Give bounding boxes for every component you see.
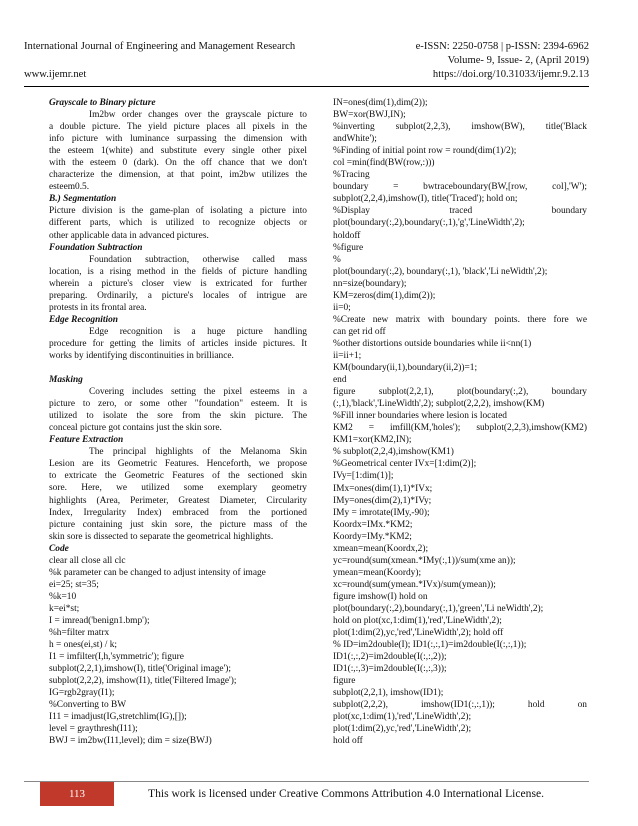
text-line: BW=xor(BWJ,IN); — [333, 110, 406, 121]
header-rule — [24, 86, 589, 87]
text-line: IMy = imrotate(IMy,-90); — [333, 507, 430, 518]
section-heading: Foundation Subtraction — [49, 242, 143, 253]
text-line: % ID=im2double(I); ID1(:,:,1)=im2double(I(:,:,1)); — [333, 640, 527, 651]
text-line: %Geometrical center IVx=[1:dim(2)]; — [333, 459, 477, 470]
text-line: other applicable data in advanced pictures. — [49, 230, 209, 241]
volume-line: Volume- 9, Issue- 2, (April 2019) — [447, 55, 589, 66]
text-line: can get rid off — [333, 326, 386, 337]
text-line: preparing. Ordinarily, a picture's locales of intrigue are — [49, 290, 307, 301]
text-line: picture containing just skin sore, the picture mass of the — [49, 519, 307, 530]
section-heading: Feature Extraction — [49, 435, 124, 446]
page-footer — [24, 782, 589, 806]
text-line: info picture with luminance surpassing the dimension with — [49, 134, 307, 145]
text-line: highlights (Area, Perimeter, Greatest Diameter, Circularity — [49, 495, 307, 506]
text-line: holdoff — [333, 230, 361, 241]
text-line: a double picture. The yield picture places all pixels in the — [49, 122, 307, 133]
text-line: Edge recognition is a huge picture handling — [89, 326, 307, 337]
text-line: subplot(2,2,1),imshow(I), title('Original image'); — [49, 664, 231, 675]
text-line: the esteem 1(white) and substitute every single other pixel — [49, 146, 307, 157]
text-line: andWhite'); — [333, 134, 377, 145]
text-line: subplot(2,2,2), imshow(I1), title('Filtered Image'); — [49, 676, 237, 687]
text-line: xc=round(sum(ymean.*IVx)/sum(ymean)); — [333, 579, 496, 590]
journal-title: International Journal of Engineering and Management Research — [24, 41, 296, 52]
section-heading: Code — [49, 543, 69, 554]
text-line: IVy=[1:dim(1)]; — [333, 471, 394, 482]
text-line: %k=10 — [49, 591, 77, 602]
text-line: ymean=mean(Koordy); — [333, 567, 422, 578]
text-line: xmean=mean(Koordx,2); — [333, 543, 429, 554]
text-line: %Fill inner boundaries where lesion is located — [333, 411, 507, 422]
text-line: ii=0; — [333, 302, 351, 313]
text-line: %Converting to BW — [49, 700, 127, 711]
text-line: %Create new matrix with boundary points. there fore we — [333, 314, 587, 325]
text-line: sore. Here, we utilized some exemplary geometry — [49, 483, 307, 494]
text-line: KM1=xor(KM2,IN); — [333, 435, 412, 446]
issn-line: e-ISSN: 2250-0758 | p-ISSN: 2394-6962 — [415, 41, 589, 52]
page-number-badge: 113 — [40, 782, 114, 806]
text-line: h = ones(ei,st) / k; — [49, 640, 118, 651]
text-line: works by identifying discontinuities in brilliance. — [49, 350, 234, 361]
text-line: I = imread('benign1.bmp'); — [49, 615, 150, 626]
text-line: skin sore is dissected to separate the geometrical highlights. — [49, 531, 274, 542]
text-line: conceal picture got contains just the skin sore. — [49, 423, 222, 434]
text-line: %figure — [333, 242, 364, 253]
text-line: subplot(2,2,2), imshow(ID1(:,:,1)); hold on — [333, 700, 587, 711]
text-line: %inverting subplot(2,2,3), imshow(BW), title('Black — [333, 122, 587, 133]
doi-link[interactable]: https://doi.org/10.31033/ijemr.9.2.13 — [432, 69, 589, 80]
text-line: The principal highlights of the Melanoma Skin — [89, 447, 307, 458]
text-line: %k parameter can be changed to adjust intensity of image — [49, 567, 266, 578]
text-line: hold on plot(xc,1:dim(1),'red','LineWidth',2); — [333, 616, 502, 627]
text-line: KM=zeros(dim(1),dim(2)); — [333, 290, 436, 301]
text-line: %Tracing — [333, 170, 370, 181]
text-line: k=ei*st; — [49, 603, 80, 614]
text-line: plot(boundary(:,2),boundary(:,1),'g','LineWidth',2); — [333, 218, 525, 229]
text-line: plot(boundary(:,2),boundary(:,1),'green','Li neWidth',2); — [333, 603, 544, 614]
text-line: Koordx=IMx.*KM2; — [333, 519, 413, 530]
text-line: plot(1:dim(2),yc,'red','LineWidth',2); — [333, 724, 472, 735]
text-line: figure — [333, 676, 356, 687]
text-line: %Finding of initial point row = round(dim(1)/2); — [333, 146, 517, 157]
text-line: Koordy=IMy.*KM2; — [333, 531, 412, 542]
text-line: picture to zero, or some other "foundation" esteem. It is — [49, 399, 307, 410]
text-line: clear all close all clc — [49, 555, 126, 566]
text-line: ii=ii+1; — [333, 350, 362, 361]
text-line: %other distortions outside boundaries while ii<nn(1) — [333, 338, 532, 349]
text-line: col =min(find(BW(row,:))) — [333, 158, 435, 169]
text-line: ID1(:,:,3)=im2double(I(:,:,3)); — [333, 664, 447, 675]
text-line: (:,1),'black','LineWidth',2); subplot(2,2,2), imshow(KM) — [333, 399, 545, 410]
text-line: nn=size(boundary); — [333, 278, 407, 289]
text-line: to extricate the Geometric Features of the sectioned skin — [49, 471, 307, 482]
text-line: plot(boundary(:,2), boundary(:,1), 'black','Li neWidth',2); — [333, 266, 548, 277]
text-line: Covering includes setting the pixel esteems in a — [89, 387, 307, 398]
text-line: IG=rgb2gray(I1); — [49, 688, 115, 699]
section-heading: Grayscale to Binary picture — [49, 98, 156, 108]
text-line: end — [333, 375, 347, 386]
header-right — [416, 40, 589, 82]
text-line: location, is a rising method in the fields of picture handling — [49, 266, 307, 277]
spacer — [49, 362, 307, 374]
text-line: utilized to isolate the sore from the skin picture. The — [49, 411, 307, 422]
text-line: KM2 = imfill(KM,'holes'); subplot(2,2,3),imshow(KM2) — [333, 423, 587, 434]
text-line: protests in its frontal area. — [49, 302, 147, 313]
text-line: %Display traced boundary — [333, 206, 587, 217]
text-line: different parts, which is utilized to recognize objects or — [49, 218, 307, 229]
text-line: wherein a picture's closer view is extricated for further — [49, 278, 307, 289]
text-line: characterize the dimension, at that point, im2bw utilizes the — [49, 170, 307, 181]
text-line: BWJ = im2bw(I11,level); dim = size(BWJ) — [49, 736, 212, 747]
text-line: Picture division is the game-plan of isolating a picture into — [49, 206, 307, 217]
text-line: ei=25; st=35; — [49, 579, 99, 590]
section-heading: B.) Segmentation — [49, 194, 117, 205]
text-line: boundary = bwtraceboundary(BW,[row, col],'W'); — [333, 182, 587, 193]
text-line: subplot(2,2,1), imshow(ID1); — [333, 688, 444, 699]
text-line: figure imshow(I) hold on — [333, 591, 428, 602]
text-line: IN=ones(dim(1),dim(2)); — [333, 98, 428, 108]
text-line: Foundation subtraction, otherwise called mass — [89, 254, 307, 265]
text-line: hold off — [333, 736, 363, 747]
text-line: yc=round(sum(xmean.*IMy(:,1))/sum(xme an)); — [333, 555, 516, 566]
text-line: with the esteem 0 (dark). On the off chance that we don't — [49, 158, 307, 169]
text-line: IMx=ones(dim(1),1)*IVx; — [333, 483, 433, 494]
text-line: esteem0.5. — [49, 182, 90, 193]
text-line: plot(xc,1:dim(1),'red','LineWidth',2); — [333, 712, 472, 723]
right-column — [333, 97, 587, 748]
journal-website[interactable]: www.ijemr.net — [24, 69, 87, 80]
text-line: KM(boundary(ii,1),boundary(ii,2))=1; — [333, 363, 478, 374]
section-heading: Masking — [49, 375, 83, 386]
text-line: % subplot(2,2,4),imshow(KM1) — [333, 447, 454, 458]
text-line: % — [333, 254, 341, 265]
text-line: level = graythresh(I11); — [49, 724, 138, 735]
text-line: ID1(:,:,2)=im2double(I(:,:,2)); — [333, 652, 447, 663]
text-line: Lesion are its Geometric Features. Henceforth, we propose — [49, 459, 307, 470]
text-line: I11 = imadjust(IG,stretchlim(IG),[]); — [49, 712, 187, 723]
text-line: I1 = imfilter(I,h,'symmetric'); figure — [49, 652, 184, 663]
text-line: IMy=ones(dim(2),1)*IVy; — [333, 495, 432, 506]
text-line: figure subplot(2,2,1), plot(boundary(:,2), boundary — [333, 387, 587, 398]
section-heading: Edge Recognition — [49, 314, 119, 325]
text-line: Index, Irregularity Index) embraced from the portioned — [49, 507, 307, 518]
text-line: %h=filter matrx — [49, 628, 110, 639]
text-line: plot(1:dim(2),yc,'red','LineWidth',2); hold off — [333, 628, 504, 639]
left-column — [49, 97, 307, 747]
text-line: procedure for getting the limits of articles inside pictures. It — [49, 338, 307, 349]
text-line: subplot(2,2,4),imshow(I), title('Traced'); hold on; — [333, 194, 518, 205]
text-line: Im2bw order changes over the grayscale picture to — [89, 110, 307, 121]
license-text: This work is licensed under Creative Commons Attribution 4.0 International License. — [148, 787, 545, 800]
